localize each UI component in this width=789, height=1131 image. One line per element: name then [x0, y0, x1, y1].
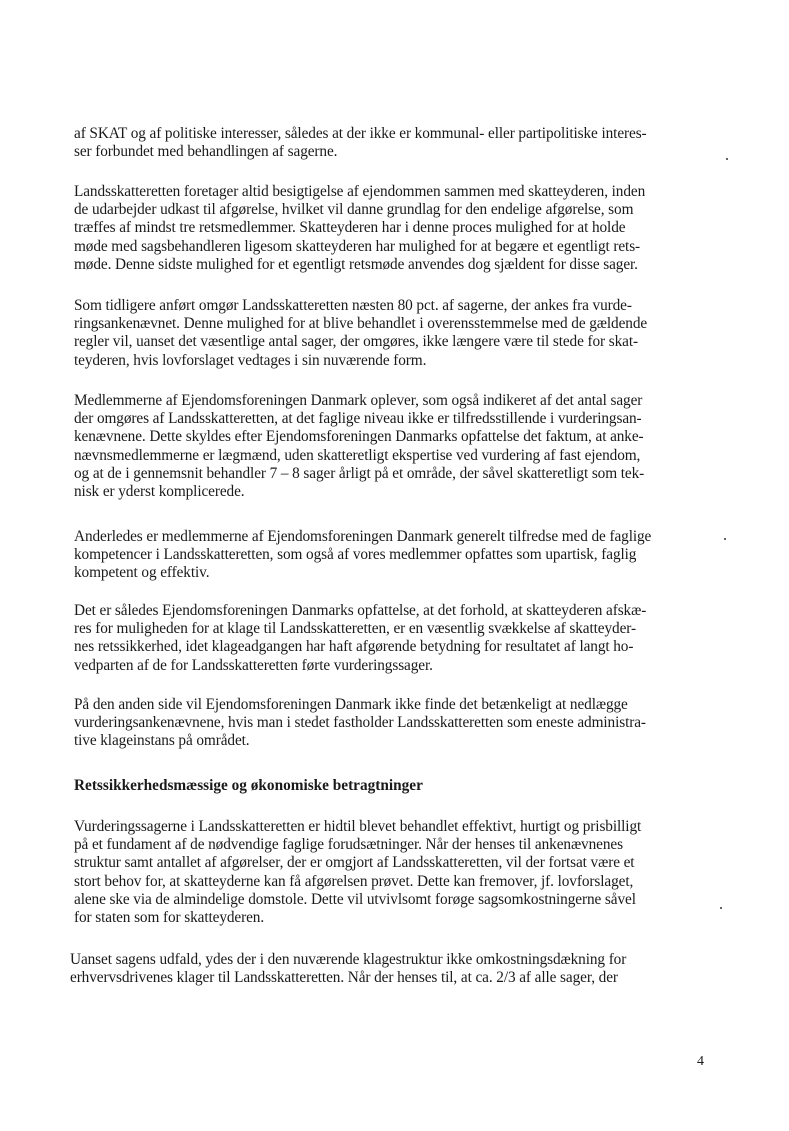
text-line: På den anden side vil Ejendomsforeningen Danmark ikke finde det betænkeligt at nedlægge [74, 696, 628, 713]
text-line: og at de i gennemsnit behandler 7 – 8 sager årligt på et område, der såvel skatteretligt som tek- [74, 464, 645, 482]
text-line: vedparten af de for Landsskatteretten førte vurderingssager. [74, 656, 433, 674]
text-line: kompetencer i Landsskatteretten, som også af vores medlemmer opfattes som upartisk, faglig [74, 546, 637, 564]
text-line: ringsankenævnet. Denne mulighed for at blive behandlet i overensstemmelse med de gældende [74, 315, 648, 333]
text-line: de udarbejder udkast til afgørelse, hvilket vil danne grundlag for den endelige afgørelse, som [74, 201, 634, 219]
text-line: nævnsmedlemmerne er lægmænd, uden skatteretligt ekspertise ved vurdering af fast ejendom, [74, 446, 641, 464]
paragraph-8 [74, 818, 641, 927]
paragraph-2 [74, 183, 645, 274]
paragraph-1 [74, 125, 647, 161]
text-line: nisk er yderst komplicerede. [74, 483, 245, 501]
text-line: nes retssikkerhed, idet klageadgangen har haft afgørende betydning for resultatet af langt ho- [74, 638, 634, 656]
text-line: Uanset sagens udfald, ydes der i den nuværende klagestruktur ikke omkostningsdækning for [70, 951, 627, 968]
text-line: Landsskatteretten foretager altid besigtigelse af ejendommen sammen med skatteyderen, inden [74, 183, 646, 200]
page-number: 4 [697, 1054, 704, 1069]
text-line: på et fundament af de nødvendige faglige forudsætninger. Når der henses til ankenævnenes [74, 836, 623, 854]
text-line: kenævnene. Dette skyldes efter Ejendomsforeningen Danmarks opfattelse det faktum, at anke- [74, 428, 644, 446]
text-line: kompetent og effektiv. [74, 564, 210, 582]
text-line: Anderledes er medlemmerne af Ejendomsforeningen Danmark generelt tilfredse med de faglige [74, 528, 652, 545]
text-line: erhvervsdrivenes klager til Landsskatteretten. Når der henses til, at ca. 2/3 af alle sager, der [70, 969, 618, 987]
text-line: alene ske via de almindelige domstole. Dette vil utvivlsomt forøge sagsomkostningerne såvel [74, 890, 636, 908]
text-line: der omgøres af Landsskatteretten, at det faglige niveau ikke er tilfredsstillende i vurderingsan- [74, 410, 642, 428]
text-line: struktur samt antallet af afgørelser, der er omgjort af Landsskatteretten, vil der fortsat være et [74, 854, 635, 872]
text-line: for staten som for skatteyderen. [74, 909, 265, 927]
text-line: vurderingsankenævnene, hvis man i stedet fastholder Landsskatteretten som eneste administra- [74, 714, 646, 732]
text-line: tive klageinstans på området. [74, 732, 250, 750]
paragraph-3 [74, 297, 647, 370]
text-line: ser forbundet med behandlingen af sagerne. [74, 143, 338, 161]
scan-speck [720, 907, 722, 909]
paragraph-4 [74, 392, 644, 501]
paragraph-7 [74, 696, 646, 751]
paragraph-5 [74, 528, 651, 583]
scan-speck [724, 538, 726, 540]
paragraph-9 [70, 951, 626, 987]
text-line: Medlemmerne af Ejendomsforeningen Danmark oplever, som også indikeret af det antal sager [74, 392, 643, 409]
text-line: teyderen, hvis lovforslaget vedtages i sin nuværende form. [74, 351, 427, 369]
section-heading: Retssikkerhedsmæssige og økonomiske betragtninger [74, 777, 423, 794]
text-line: træffes af mindst tre retsmedlemmer. Skatteyderen har i denne proces mulighed for at holde [74, 219, 626, 237]
paragraph-6 [74, 602, 646, 675]
text-line: Som tidligere anført omgør Landsskatteretten næsten 80 pct. af sagerne, der ankes fra vurde- [74, 297, 632, 314]
text-line: Det er således Ejendomsforeningen Danmarks opfattelse, at det forhold, at skatteyderen afskæ- [74, 602, 647, 619]
text-line: møde med sagsbehandleren ligesom skatteyderen har mulighed for at begære et egentligt rets- [74, 237, 641, 255]
text-line: stort behov for, at skatteyderne kan få afgørelsen prøvet. Dette kan fremover, jf. lovforslaget, [74, 872, 634, 890]
text-line: møde. Denne sidste mulighed for et egentligt retsmøde anvendes dog sjældent for disse sager. [74, 255, 638, 273]
text-line: res for muligheden for at klage til Landsskatteretten, er en væsentlig svækkelse af skatteyder- [74, 620, 636, 638]
scan-speck [726, 158, 728, 160]
text-line: Vurderingssagerne i Landsskatteretten er hidtil blevet behandlet effektivt, hurtigt og prisbilligt [74, 818, 642, 835]
text-line: regler vil, uanset det væsentlige antal sager, der omgøres, ikke længere være til stede for skat- [74, 333, 638, 351]
text-line: af SKAT og af politiske interesser, således at der ikke er kommunal- eller partipolitiske interes- [74, 125, 647, 142]
